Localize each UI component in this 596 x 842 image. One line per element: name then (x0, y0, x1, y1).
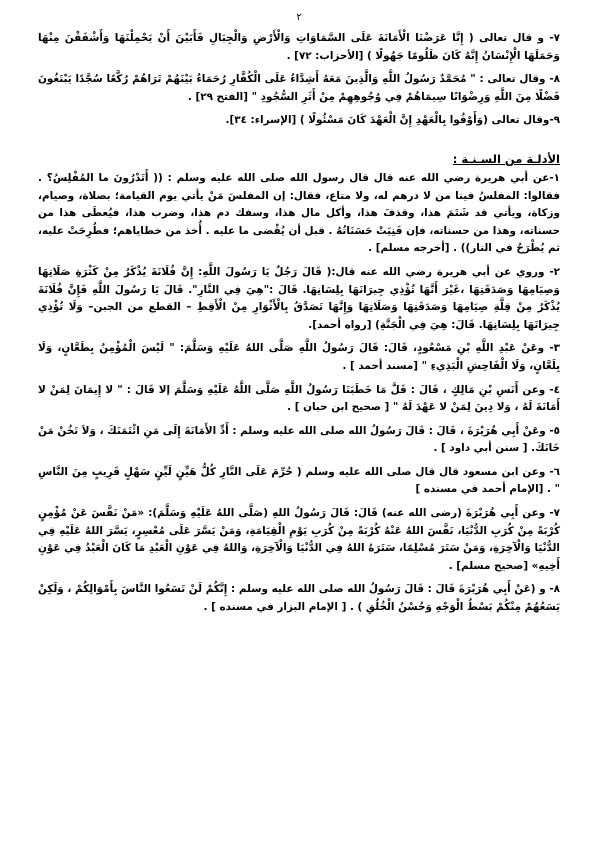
verse-9: ٩-وقال تعالى (وَأَوْفُوا بِالْعَهْدِ إِنَّ الْعَهْدَ كَانَ مَسْئُولًا ) [الإسراء: ٣٤]. (225, 114, 560, 127)
hadith-5: ٥- وعَنْ أَبِي هُرَيْرَةَ ، قَالَ : قَالَ رَسُولُ الله صلى الله عليه وسلم : أَدِّ الأَمَانَةَ إِلَى مَنِ ائْتَمَنَكَ ، وَلاَ تَخُنْ مَنْ خَانَكَ. [ سنن أبي داود ] . (38, 424, 560, 455)
hadith-8: ٨- و (عَنْ أَبِي هُرَيْرَةَ قَالَ : قَالَ رَسُولُ الله صلى الله عليه وسلم : إِنَّكُمْ لَنْ تَسَعُوا النَّاسَ بِأَمْوَالِكُمْ ، وَلَكِنْ يَسَعُهُمْ مِنْكُمْ بَسْطُ الْوَجْهِ وَحُسْنُ الْخُلُقِ ) . [ الإمام البزار في مسنده ] . (38, 583, 560, 614)
hadith-4: ٤- وعن أَنَسِ بْنِ مَالِكٍ ، قَالَ : قَلَّ مَا خَطَبَنَا رَسُولُ اللَّهِ صَلَّى اللَّهُ عَلَيْهِ وَسَلَّمَ إلا قَالَ : " لا إِيمَانَ لِمَنْ لا أَمَانَةَ لَهُ ، وَلا دِينَ لِمَنْ لا عَهْدَ لَهُ " [ صحيح ابن حبان ] . (38, 383, 560, 414)
verse-7: ٧- و قال تعالى ( إِنَّا عَرَضْنَا الْأَمَانَةَ عَلَى السَّمَاوَاتِ وَالْأَرْضِ وَالْجِبَالِ فَأَبَيْنَ أَنْ يَحْمِلْنَهَا وَأَشْفَقْنَ مِنْهَا وَحَمَلَهَا الْإِنْسَانُ إِنَّهُ كَانَ ظَلُومًا جَهُولًا ) [الأحزاب: ٧٢] . (38, 32, 560, 62)
page-number: ٢ (296, 12, 302, 23)
section-spacer (38, 136, 560, 150)
hadith-3: ٣- وعَنْ عَبْدِ اللَّهِ بْنِ مَسْعُودٍ، قَالَ: قَالَ رَسُولُ اللَّهِ صَلَّى اللهُ عَلَيْهِ وَسَلَّمَ: " لَيْسَ الْمُؤْمِنُ بِطَعَّانٍ، وَلَا بِلَعَّانٍ، وَلَا الْفَاحِشِ الْبَذِيءِ " [مسند أحمد ] . (38, 342, 560, 372)
hadith-2: ٢- وروي عن أبي هريرة رضي الله عنه قال:( قَالَ رَجُلٌ يَا رَسُولَ اللَّهِ: إِنَّ فُلَانَةَ يُذْكَرُ مِنْ كَثْرَةِ صَلَاتِهَا وَصِيَامِهَا وَصَدَقَتِهَا ،غَيْرَ أَنَّهَا تُؤْذِي جِيرَانَهَا بِلِسَانِهَا. قَالَ :"هِيَ فِي النَّارِ". قَالَ يَا رَسُولَ اللَّهِ فَإِنَّ فُلَانَةَ يُذْكَرُ مِنْ قِلَّةِ صِيَامِهَا وَصَدَقَتِهَا وَصَلَاتِهَا وَإِنَّهَا تَصَدَّقُ بِالْأَثْوَارِ مِنْ الْأَقِطِ – القطع من الجبن– وَلَا تُؤْذِي جِيرَانَهَا بِلِسَانِهَا. قَالَ: هِيَ فِي الْجَنَّةِ) [رواه أحمد]. (38, 265, 560, 331)
hadith-1: ١-عن أبي هريرة رضي الله عنه قال قال رسول الله صلى الله عليه وسلم : (( أَتَدْرُونَ ما المُفْلِسُ؟ . فقالوا: المفلسُ فينا من لا درهم له، ولا متاع، فقال: إن المفلسَ مَنْ يأتي يوم القيامة؛ بصلاة، وصيام، وزكاة، ويأتي قد شَتَمَ هذا، وقذفَ هذا، وأكل مال هذا، وسفك دم هذا، وضرب هذا، فيُعطَى هذا من حسناته، وهذا من حسناته، فإن فَنِيَتْ حَسَنَاتُهُ . قبل أن يُقْضى ما عليه . أُخذ من خطاياهم؛ فطُرِحَتْ عليه، ثم يُطْرَحُ في النار)) . [أخرجه مسلم] . (38, 171, 560, 255)
verse-8: ٨- وقال تعالى : " مُحَمَّدٌ رَسُولُ اللَّهِ وَالَّذِينَ مَعَهُ أَشِدَّاءُ عَلَى الْكُفَّارِ رُحَمَاءُ بَيْنَهُمْ تَرَاهُمْ رُكَّعًا سُجَّدًا يَبْتَغُونَ فَضْلًا مِنَ اللَّهِ وَرِضْوَانًا سِيمَاهُمْ فِي وُجُوهِهِمْ مِنْ أَثَرِ السُّجُودِ " [الفتح ٢٩] . (38, 73, 560, 103)
hadith-7: ٧- وعن أَبِي هُرَيْرَةَ (رضى الله عنه) قَالَ: قَالَ رَسُولُ اللهِ (صَلَّى اللهُ عَلَيْهِ وَسَلَّمَ): «مَنْ نَفَّسَ عَنْ مُؤْمِنٍ كُرْبَةً مِنْ كُرَبِ الدُّنْيَا، نَفَّسَ اللهُ عَنْهُ كُرْبَةً مِنْ كُرَبِ يَوْمِ الْقِيَامَةِ، وَمَنْ يَسَّرَ عَلَى مُعْسِرٍ، يَسَّرَ اللهُ عَلَيْهِ فِي الدُّنْيَا وَالْآخِرَةِ، وَمَنْ سَتَرَ مُسْلِمًا، سَتَرَهُ اللهُ فِي الدُّنْيَا وَالْآخِرَةِ، وَاللهُ فِي عَوْنِ الْعَبْدِ مَا كَانَ الْعَبْدُ فِي عَوْنِ أَخِيهِ» [صحيح مسلم] . (38, 507, 560, 572)
sunnah-heading: الأدلـة من السـنـة : (452, 151, 560, 166)
hadith-6: ٦- وعن ابن مسعود قال قال صلى الله عليه وسلم ( حُرِّمَ عَلَى النَّارِ كُلُّ هَيِّنٍ لَيِّنٍ سَهْلٍ قَرِيبٍ مِنَ النَّاسِ " . [الإمام أحمد في مسنده ] (38, 465, 560, 496)
